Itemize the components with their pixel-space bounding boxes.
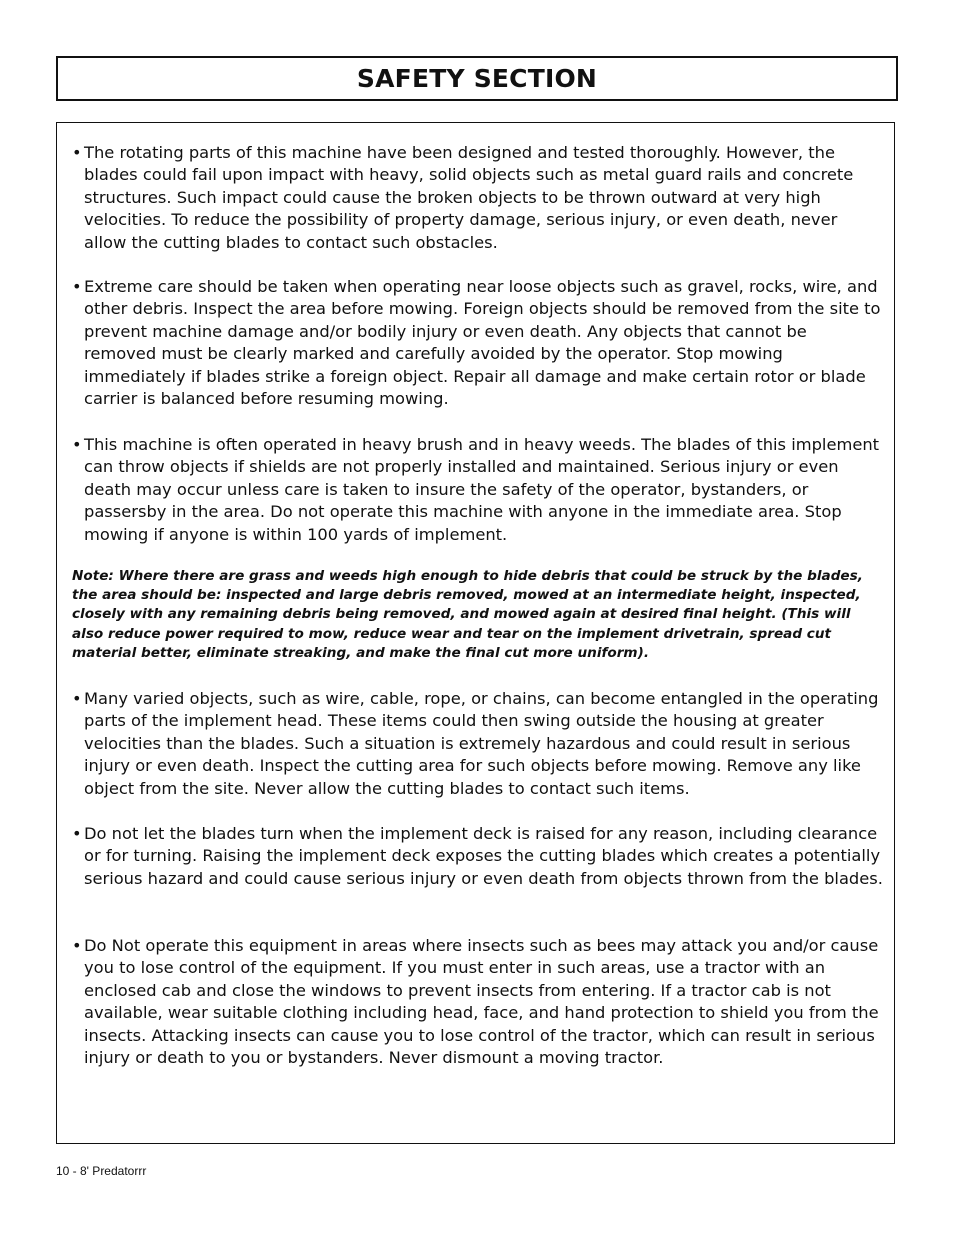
title-box [56, 56, 898, 101]
bullet-text: Do Not operate this equipment in areas where insects such as bees may attack you and/or cause you to lose control of the equipment. If you must enter in such areas, use a tractor with an enclosed cab and close the windows to prevent insects from entering. If a tractor cab is not available, wear suitable clothing including head, face, and hand protection to shield you from the insects. Attacking insects can cause you to lose control of the tractor, which can result in serious injury or death to you or bystanders. Never dismount a moving tractor. [84, 936, 879, 1068]
content-box [56, 122, 895, 1144]
bullet-item [72, 688, 884, 800]
bullet-item [72, 434, 884, 546]
bullet-icon: • [72, 936, 82, 955]
note-paragraph: Note: Where there are grass and weeds high enough to hide debris that could be struck by the blades, the area should be: inspected and large debris removed, mowed at an intermediate height, inspected, closely with any remaining debris being removed, and mowed again at desired final height. (This will also reduce power required to mow, reduce wear and tear on the implement drivetrain, spread cut material better, eliminate streaking, and make the final cut more uniform). [72, 568, 863, 661]
bullet-text: Extreme care should be taken when operating near loose objects such as gravel, rocks, wire, and other debris. Inspect the area before mowing. Foreign objects should be removed from the site to prevent machine damage and/or bodily injury or even death. Any objects that cannot be removed must be clearly marked and carefully avoided by the operator. Stop mowing immediately if blades strike a foreign object. Repair all damage and make certain rotor or blade carrier is balanced before resuming mowing. [84, 277, 881, 409]
bullet-text: Many varied objects, such as wire, cable, rope, or chains, can become entangled in the operating parts of the implement head. These items could then swing outside the housing at greater velocities than the blades. Such a situation is extremely hazardous and could result in serious injury or even death. Inspect the cutting area for such objects before mowing. Remove any like object from the site. Never allow the cutting blades to contact such items. [84, 689, 879, 798]
bullet-item [72, 142, 884, 254]
bullet-icon: • [72, 277, 82, 296]
bullet-text: This machine is often operated in heavy brush and in heavy weeds. The blades of this implement can throw objects if shields are not properly installed and maintained. Serious injury or even death may occur unless care is taken to insure the safety of the operator, bystanders, or passersby in the area. Do not operate this machine with anyone in the immediate area. Stop mowing if anyone is within 100 yards of implement. [84, 435, 880, 544]
bullet-item [72, 935, 884, 1069]
page-footer: 10 - 8' Predatorrr [56, 1164, 147, 1178]
page-title: SAFETY SECTION [356, 64, 598, 93]
bullet-icon: • [72, 435, 82, 454]
bullet-item [72, 276, 884, 410]
bullet-icon: • [72, 824, 82, 843]
bullet-text: Do not let the blades turn when the implement deck is raised for any reason, including clearance or for turning. Raising the implement deck exposes the cutting blades which creates a potentially serious hazard and could cause serious injury or even death from objects thrown from the blades. [84, 824, 883, 888]
bullet-icon: • [72, 689, 82, 708]
bullet-item [72, 823, 884, 890]
bullet-text: The rotating parts of this machine have been designed and tested thoroughly. However, the blades could fail upon impact with heavy, solid objects such as metal guard rails and concrete structures. Such impact could cause the broken objects to be thrown outward at very high velocities. To reduce the possibility of property damage, serious injury, or even death, never allow the cutting blades to contact such obstacles. [84, 143, 854, 252]
bullet-icon: • [72, 143, 82, 162]
